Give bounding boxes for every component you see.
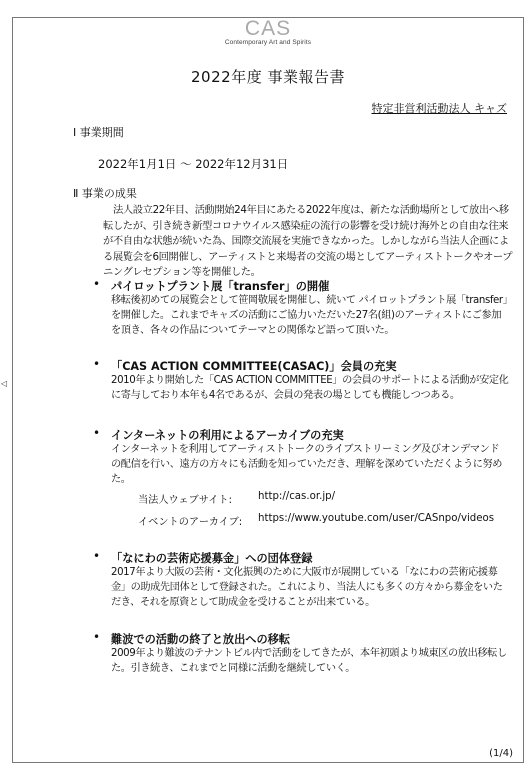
bullet: • xyxy=(93,426,101,440)
website-link[interactable]: http://cas.or.jp/ xyxy=(258,491,336,502)
results-paragraph: 法人設立22年目、活動開始24年目にあたる2022年度は、新たな活動場所として放出へ移転したが、引き続き新型コロナウイルス感染症の流行の影響を受け続け海外との自由な往来が不自由な状態が続いた為、国際交流展を実施できなかった。しかしながら当法人企画による展覧会を6回開催し、アーティストと来場者の交流の場としてアーティストトークやオープニングレセプション等を開催した。 xyxy=(103,204,513,278)
left-triangle-icon: ◁ xyxy=(1,379,8,388)
result-item-body: 移転後初めての展覧会として笹岡敬展を開催し、続いて パイロットプラント展「transfer」を開催した。これまでキャズの活動にご協力いただいた27名(組)のアーティストにご参加を頂き、各々の作品についてテーマとの関係など語って頂いた。 xyxy=(111,295,508,336)
result-item-body: インターネットを利用してアーティストトークのライブストリーミング及びオンデマンドの配信を行い、遠方の方々にも活動を知っていただき、理解を深めていただくように努めた。 xyxy=(111,444,503,485)
result-item-heading: 難波での活動の終了と放出への移転 xyxy=(111,633,291,646)
bullet: • xyxy=(93,277,101,291)
bullet: • xyxy=(93,357,101,371)
organization-name: 特定非営利活動法人 キャズ xyxy=(371,102,507,115)
page-number: (1/4) xyxy=(489,748,513,759)
section-heading-results: Ⅱ 事業の成果 xyxy=(73,187,137,200)
result-item-heading: 「CAS ACTION COMMITTEE(CASAC)」会員の充実 xyxy=(111,360,397,373)
result-item-body: 2009年より難波のテナントビル内で活動をしてきたが、本年初頭より城東区の放出移転した。引き続き、これまでと同様に活動を継続していく。 xyxy=(111,648,507,674)
cas-logo xyxy=(13,17,523,47)
section-heading-period: Ⅰ 事業期間 xyxy=(73,126,124,139)
result-item-body: 2010年より開始した「CAS ACTION COMMITTEE」の会員のサポートによる活動が安定化に寄与しており本年も4名であるが、会員の発表の場としても機能しつつある。 xyxy=(111,375,509,401)
result-item-heading: パイロットプラント展「transfer」の開催 xyxy=(111,280,330,293)
bullet: • xyxy=(93,630,101,644)
document-page xyxy=(12,17,524,763)
result-item-heading: インターネットの利用によるアーカイブの充実 xyxy=(111,429,344,442)
result-item-heading: 「なにわの芸術応援募金」への団体登録 xyxy=(111,552,313,565)
link-label: イベントのアーカイブ: xyxy=(138,517,243,528)
page-title: 2022年度 事業報告書 xyxy=(191,68,345,86)
business-period: 2022年1月1日 ～ 2022年12月31日 xyxy=(98,157,289,171)
link-label: 当法人ウェブサイト: xyxy=(138,495,232,506)
archive-link[interactable]: https://www.youtube.com/user/CASnpo/videos xyxy=(258,513,495,524)
result-item-body: 2017年より大阪の芸術・文化振興のために大阪市が展開している「なにわの芸術応援募金」の助成先団体として登録された。これにより、当法人にも多くの方々から募金をいただき、それを原資として助成金を受けることが出来ている。 xyxy=(111,567,503,608)
logo-mark: CAS xyxy=(244,17,292,40)
bullet: • xyxy=(93,549,101,563)
logo-subtitle: Contemporary Art and Spirits xyxy=(224,39,312,46)
